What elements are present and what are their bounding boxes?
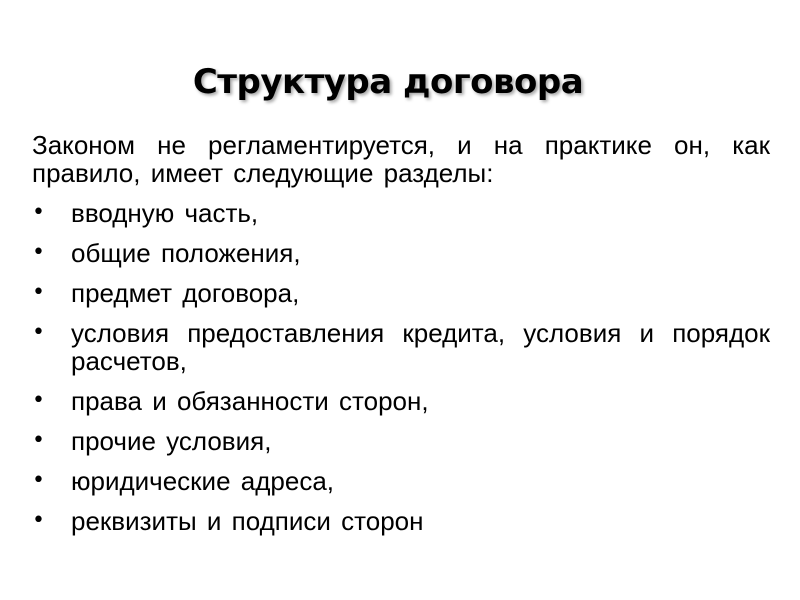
list-item <box>32 507 770 535</box>
list-item <box>32 387 770 415</box>
bullet-list <box>32 199 770 535</box>
intro-text: Законом не регламентируется, и на практике он, как правило, имеет следующие разделы: <box>32 130 770 188</box>
bullet-icon: • <box>32 508 45 533</box>
list-item <box>32 427 770 455</box>
list-item-text: юридические адреса, <box>71 466 334 496</box>
list-item-text: прочие условия, <box>71 426 272 456</box>
bullet-icon: • <box>32 240 45 265</box>
list-item-text: реквизиты и подписи сторон <box>71 506 424 536</box>
list-item <box>32 319 770 375</box>
list-item-text: вводную часть, <box>71 198 259 228</box>
list-item <box>32 279 770 307</box>
list-item <box>32 199 770 227</box>
list-item <box>32 239 770 267</box>
bullet-icon: • <box>32 200 45 225</box>
slide-title: Структура договора <box>192 62 584 102</box>
list-item <box>32 467 770 495</box>
bullet-icon: • <box>32 388 45 413</box>
slide-content <box>32 131 770 547</box>
list-item-text: общие положения, <box>71 238 301 268</box>
bullet-icon: • <box>32 428 45 453</box>
list-item-text: права и обязанности сторон, <box>71 386 429 416</box>
list-item-text: предмет договора, <box>71 278 300 308</box>
list-item-text: условия предоставления кредита, условия и порядок расчетов, <box>71 318 770 376</box>
bullet-icon: • <box>32 320 45 345</box>
bullet-icon: • <box>32 280 45 305</box>
bullet-icon: • <box>32 468 45 493</box>
